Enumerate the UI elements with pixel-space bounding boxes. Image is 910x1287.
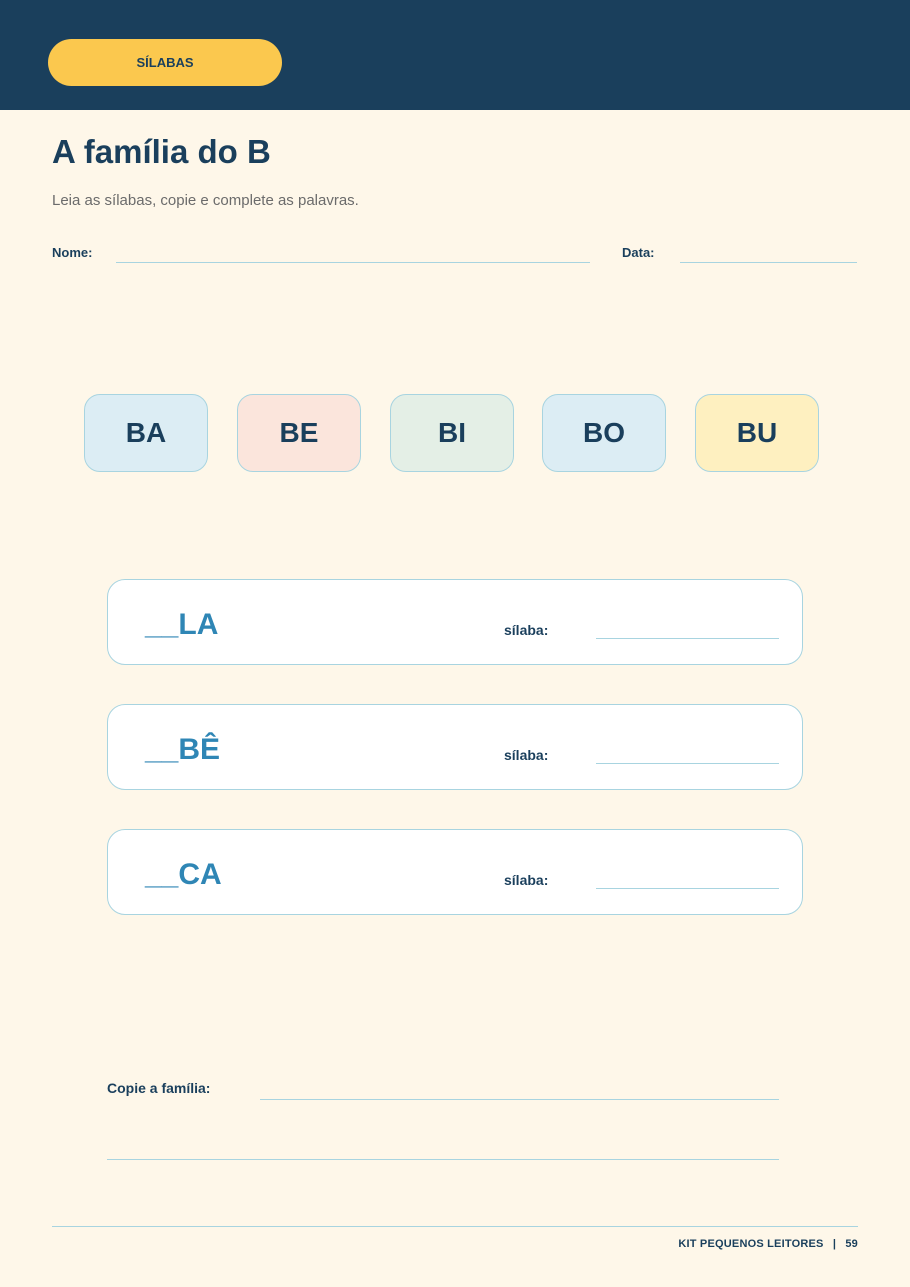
syllable-label: sílaba: xyxy=(504,872,549,888)
syllable-card-ba: BA xyxy=(84,394,208,472)
header-bar xyxy=(0,0,910,110)
instructions: Leia as sílabas, copie e complete as palavras. xyxy=(52,192,359,209)
syllable-answer-field[interactable] xyxy=(596,638,779,639)
word-prompt: __LA xyxy=(145,608,219,641)
category-tag: SÍLABAS xyxy=(48,39,282,86)
copy-family-line-2[interactable] xyxy=(107,1159,779,1160)
footer xyxy=(678,1238,858,1250)
word-card-2 xyxy=(107,704,803,790)
name-label: Nome: xyxy=(52,245,93,260)
word-prompt: __BÊ xyxy=(145,733,221,766)
syllable-card-bo: BO xyxy=(542,394,666,472)
footer-divider xyxy=(52,1226,858,1227)
syllable-card-bi: BI xyxy=(390,394,514,472)
footer-separator: | xyxy=(832,1238,837,1250)
syllable-card-be: BE xyxy=(237,394,361,472)
copy-family-line-1[interactable] xyxy=(260,1099,779,1100)
footer-brand: KIT PEQUENOS LEITORES xyxy=(678,1238,824,1250)
syllable-answer-field[interactable] xyxy=(596,763,779,764)
syllable-label: sílaba: xyxy=(504,747,549,763)
copy-family-label: Copie a família: xyxy=(107,1080,211,1096)
page-number: 59 xyxy=(845,1238,858,1250)
word-card-1 xyxy=(107,579,803,665)
syllable-answer-field[interactable] xyxy=(596,888,779,889)
page-title: A família do B xyxy=(52,133,271,170)
name-field[interactable] xyxy=(116,262,590,263)
date-field[interactable] xyxy=(680,262,857,263)
syllable-label: sílaba: xyxy=(504,622,549,638)
word-card-3 xyxy=(107,829,803,915)
word-prompt: __CA xyxy=(145,858,222,891)
date-label: Data: xyxy=(622,245,655,260)
syllable-card-bu: BU xyxy=(695,394,819,472)
